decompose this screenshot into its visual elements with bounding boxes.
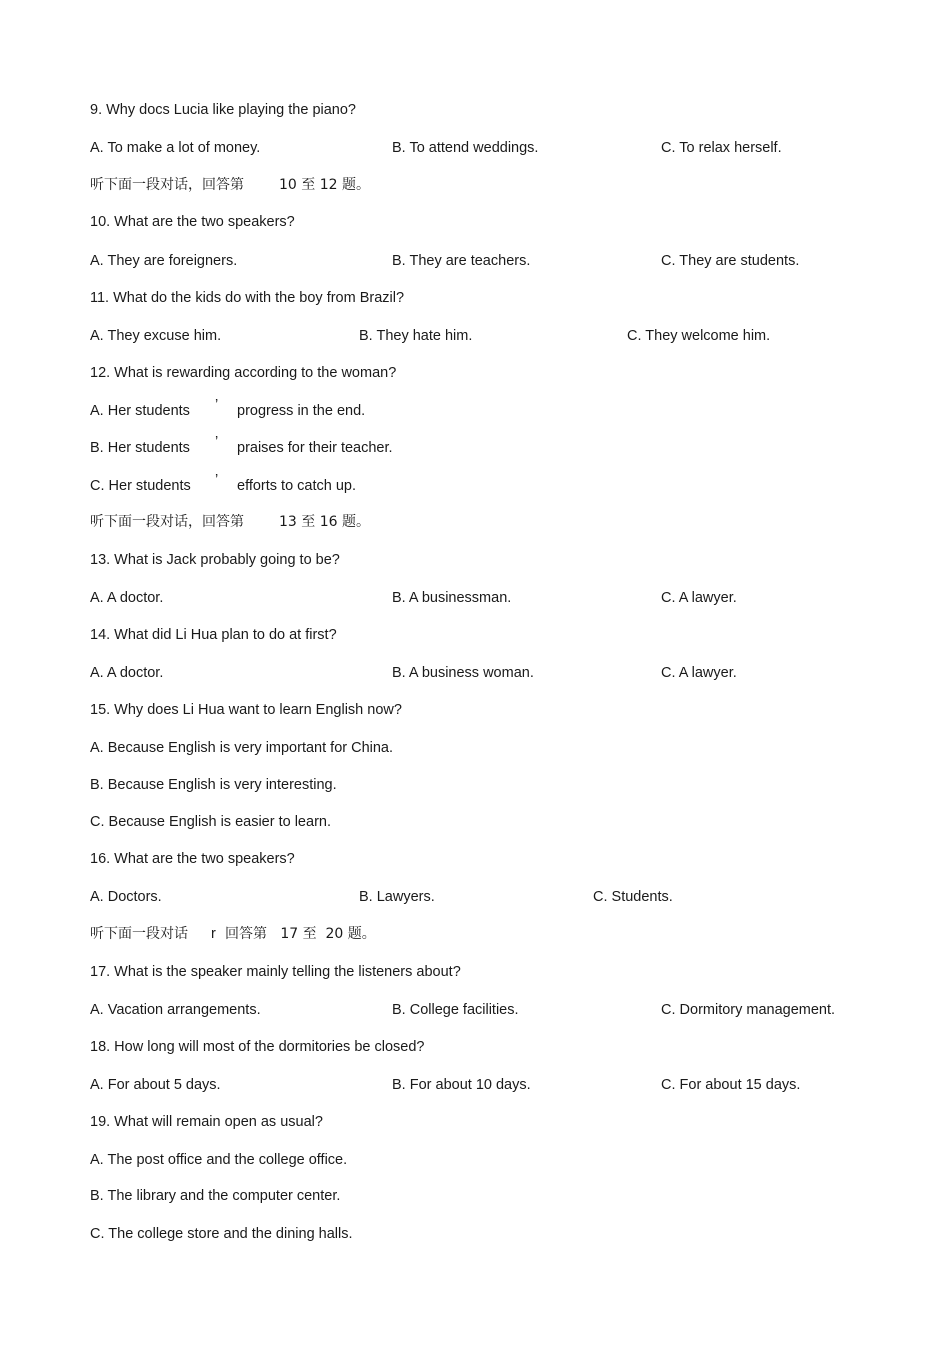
- question-15: 15. Why does Li Hua want to learn English now?: [90, 702, 402, 718]
- section-instruction-17-20: 听下面一段对话: [90, 926, 188, 942]
- q16-option-b: B. Lawyers.: [359, 889, 435, 905]
- section-instruction-13-16: 听下面一段对话，回答第: [90, 514, 244, 530]
- question-12: 12. What is rewarding according to the woman?: [90, 365, 397, 381]
- q10-option-a: A. They are foreigners.: [90, 253, 238, 269]
- q17-option-b: B. College facilities.: [392, 1002, 519, 1018]
- q15-option-c: C. Because English is easier to learn.: [90, 814, 331, 830]
- q10-option-c: C. They are students.: [661, 253, 800, 269]
- question-19: 19. What will remain open as usual?: [90, 1114, 323, 1130]
- q12-option-c-text: efforts to catch up.: [237, 478, 357, 494]
- question-9: 9. Why docs Lucia like playing the piano?: [90, 102, 356, 118]
- q16-option-a: A. Doctors.: [90, 889, 162, 905]
- q14-option-b: B. A business woman.: [392, 665, 534, 681]
- q14-option-a: A. A doctor.: [90, 665, 164, 681]
- question-10: 10. What are the two speakers?: [90, 214, 295, 230]
- q12-option-b-text: praises for their teacher.: [237, 440, 393, 456]
- q12-option-b-prefix: B. Her students: [90, 440, 190, 456]
- q9-option-b: B. To attend weddings.: [392, 140, 539, 156]
- q12-option-c-apostrophe: ’: [215, 472, 219, 488]
- question-11: 11. What do the kids do with the boy from Brazil?: [90, 290, 405, 306]
- q9-option-c: C. To relax herself.: [661, 140, 782, 156]
- section-range-10-12: 10 至 12 题。: [279, 177, 370, 193]
- q12-option-a-apostrophe: ’: [215, 397, 219, 413]
- q18-option-a: A. For about 5 days.: [90, 1077, 221, 1093]
- q11-option-b: B. They hate him.: [359, 328, 473, 344]
- q17-option-c: C. Dormitory management.: [661, 1002, 836, 1018]
- q19-option-c: C. The college store and the dining halls.: [90, 1226, 353, 1242]
- section-instruction-10-12: 听下面一段对话，回答第: [90, 177, 244, 193]
- q15-option-b: B. Because English is very interesting.: [90, 777, 337, 793]
- section-range-17-20: 回答第 17 至 20 题。: [225, 926, 376, 942]
- q13-option-c: C. A lawyer.: [661, 590, 737, 606]
- q10-option-b: B. They are teachers.: [392, 253, 531, 269]
- q12-option-b-apostrophe: ’: [215, 434, 219, 450]
- section-separator-17-20: r: [211, 926, 216, 942]
- q18-option-c: C. For about 15 days.: [661, 1077, 801, 1093]
- question-17: 17. What is the speaker mainly telling the listeners about?: [90, 964, 461, 980]
- q9-option-a: A. To make a lot of money.: [90, 140, 261, 156]
- q16-option-c: C. Students.: [593, 889, 673, 905]
- q17-option-a: A. Vacation arrangements.: [90, 1002, 261, 1018]
- q15-option-a: A. Because English is very important for China.: [90, 740, 394, 756]
- q13-option-b: B. A businessman.: [392, 590, 512, 606]
- q11-option-c: C. They welcome him.: [627, 328, 771, 344]
- q19-option-b: B. The library and the computer center.: [90, 1188, 341, 1204]
- q18-option-b: B. For about 10 days.: [392, 1077, 531, 1093]
- q14-option-c: C. A lawyer.: [661, 665, 737, 681]
- question-14: 14. What did Li Hua plan to do at first?: [90, 627, 337, 643]
- section-range-13-16: 13 至 16 题。: [279, 514, 370, 530]
- question-18: 18. How long will most of the dormitories be closed?: [90, 1039, 425, 1055]
- q13-option-a: A. A doctor.: [90, 590, 164, 606]
- question-13: 13. What is Jack probably going to be?: [90, 552, 340, 568]
- q11-option-a: A. They excuse him.: [90, 328, 222, 344]
- q12-option-a-text: progress in the end.: [237, 403, 366, 419]
- q12-option-a-prefix: A. Her students: [90, 403, 190, 419]
- q12-option-c-prefix: C. Her students: [90, 478, 191, 494]
- q19-option-a: A. The post office and the college office.: [90, 1152, 348, 1168]
- question-16: 16. What are the two speakers?: [90, 851, 295, 867]
